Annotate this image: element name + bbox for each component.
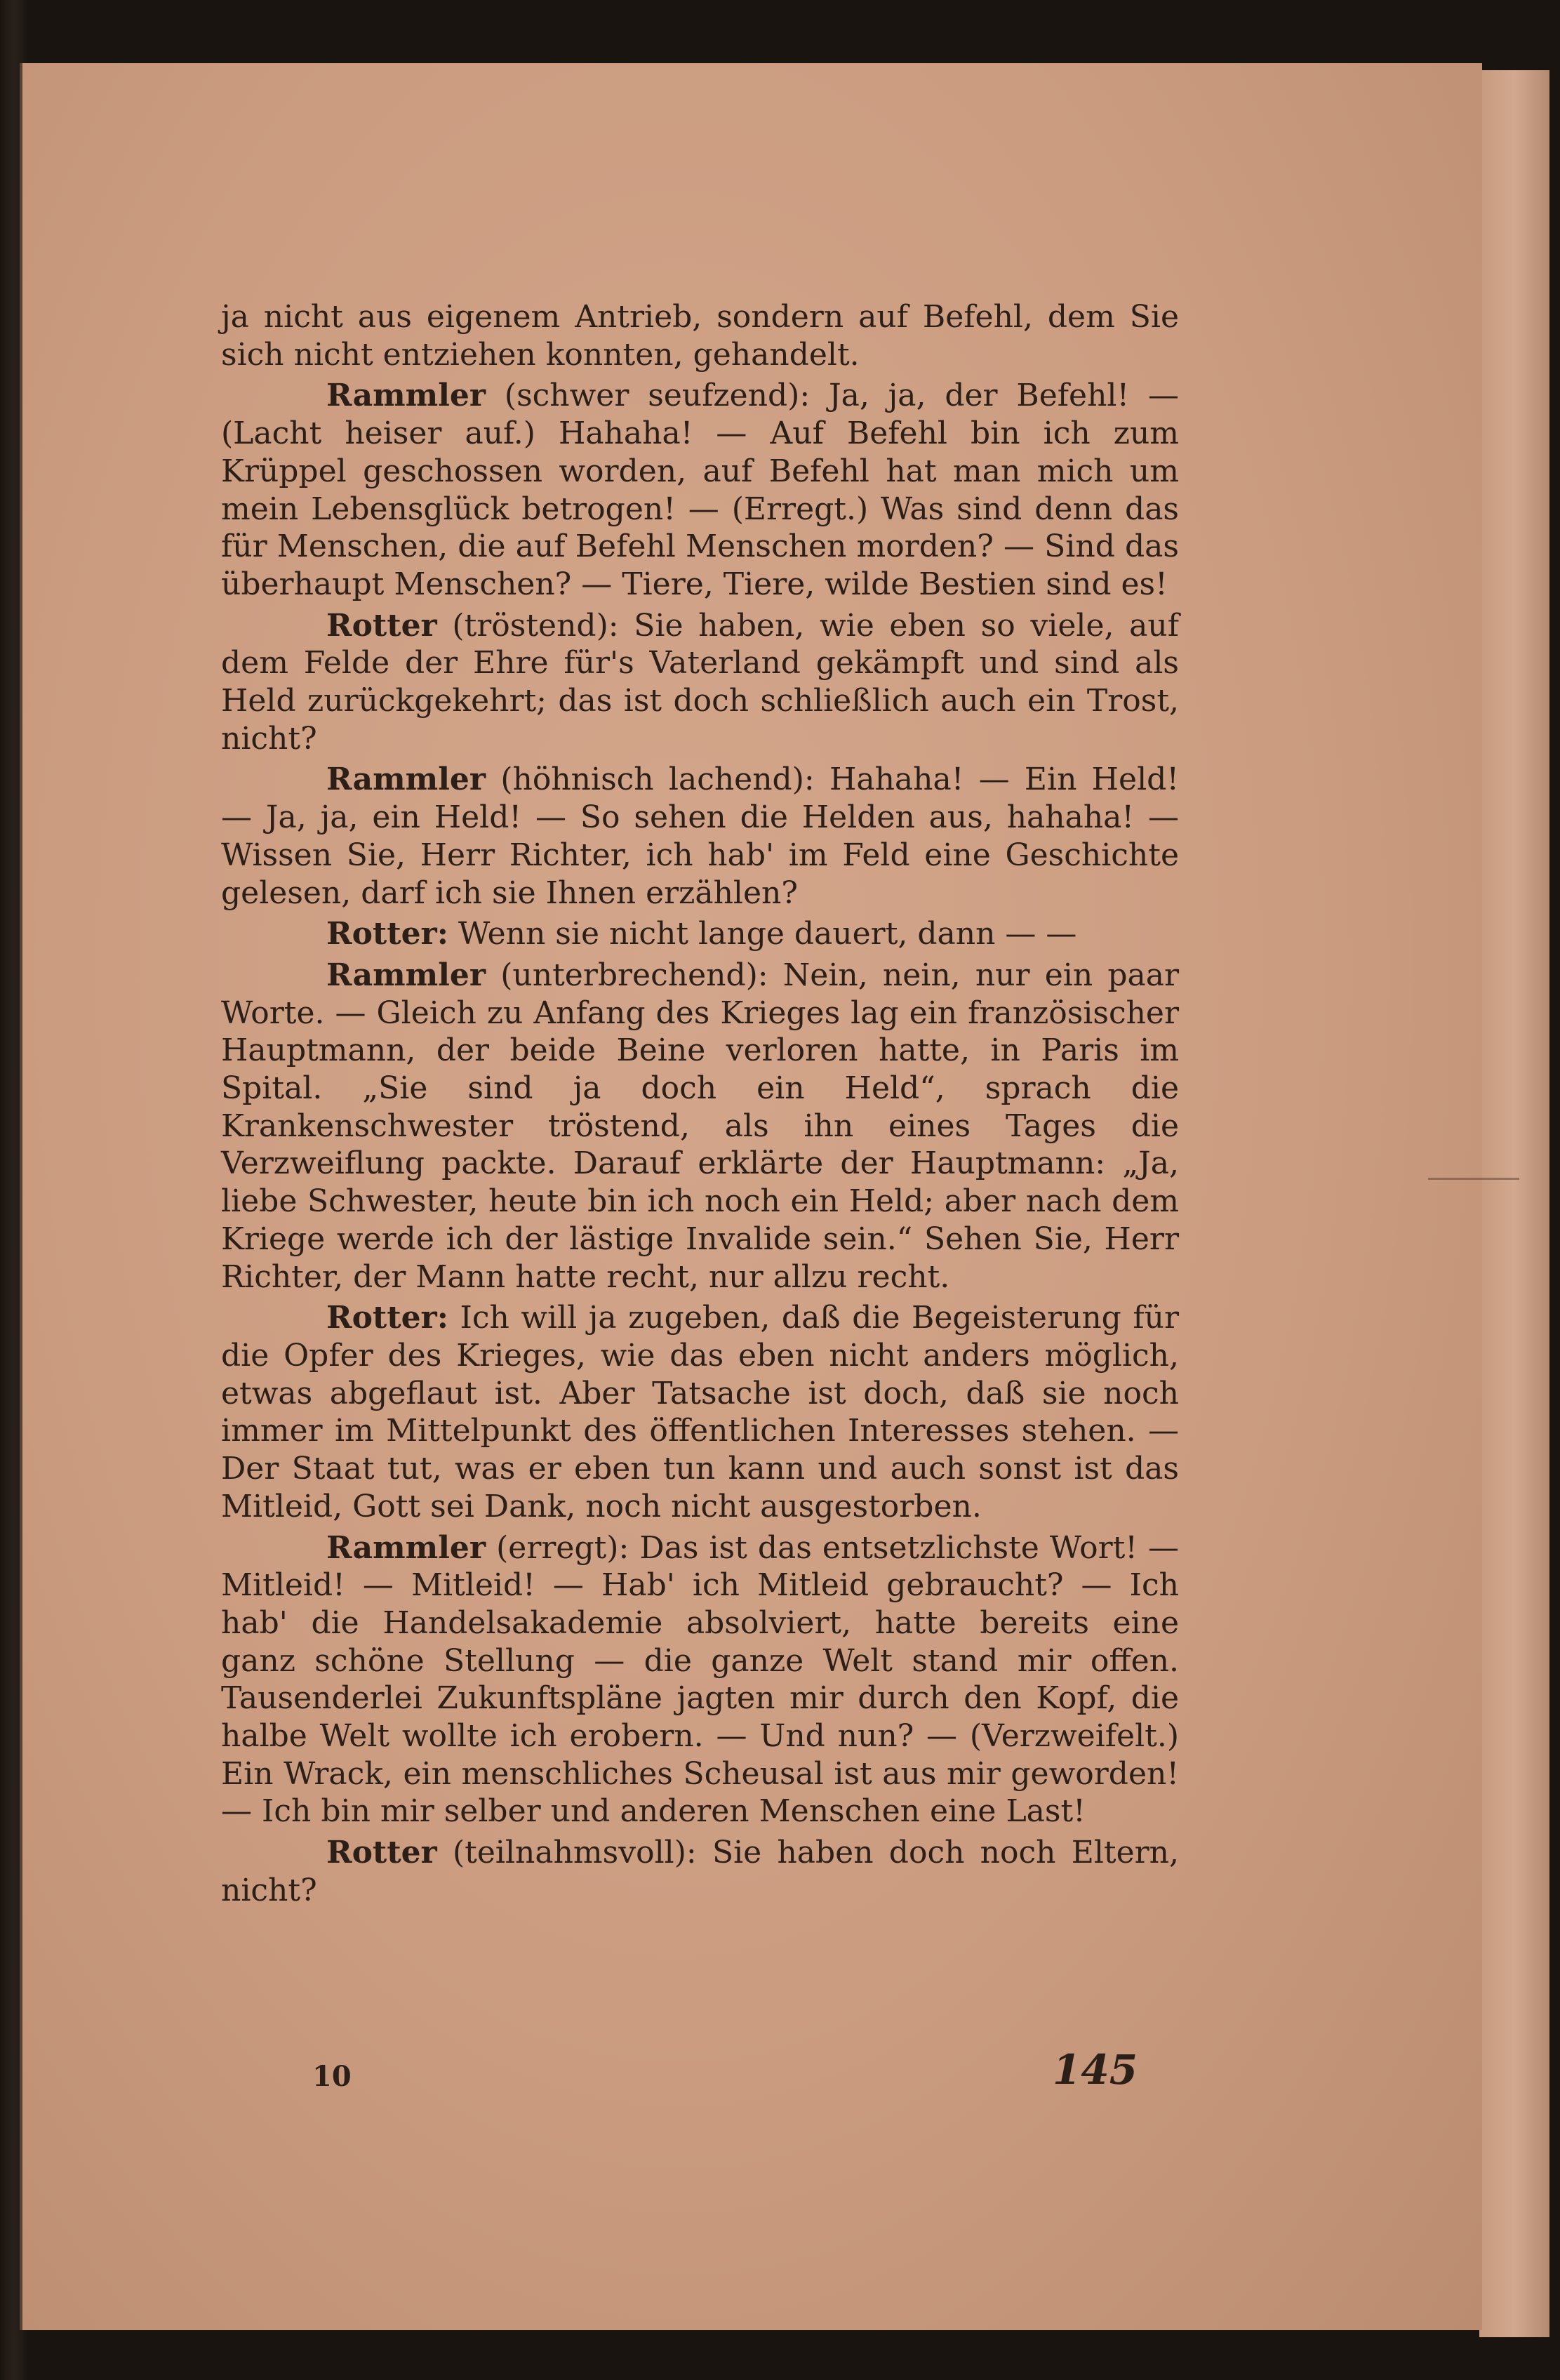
paragraph-text: Ich will ja zugeben, daß die Begeisterung für die Opfer des Krieges, wie das eben nicht anders möglich, etwas abgeflaut ist. Aber Tatsache ist doch, daß sie noch immer im Mittelpunkt des öffentlichen Interesses stehen. — Der Staat tut, was er eben tun kann und auch sonst ist das Mitleid, Gott sei Dank, noch nicht ausgestorben. bbox=[221, 1300, 1179, 1524]
paragraph-9 bbox=[221, 1834, 1179, 1909]
paragraph-7 bbox=[221, 1299, 1179, 1525]
page-text bbox=[221, 298, 1179, 1913]
speaker-name: Rammler bbox=[326, 762, 486, 798]
page-number: 145 bbox=[1053, 2046, 1138, 2094]
speaker-name: Rotter bbox=[326, 607, 437, 644]
paragraph-text: (unterbrechend): Nein, nein, nur ein paar Worte. — Gleich zu Anfang des Krieges lag ein französischer Hauptmann, der beide Beine verloren hatte, in Paris im Spital. „Sie sind ja doch ein Held“, sprach die Krankenschwester tröstend, als ihn eines Tages die Verzweiflung packte. Darauf erklärte der Hauptmann: „Ja, liebe Schwester, heute bin ich noch ein Held; aber nach dem Kriege werde ich der lästige Invalide sein.“ Sehen Sie, Herr Richter, der Mann hatte recht, nur allzu recht. bbox=[221, 957, 1179, 1295]
speaker-name: Rotter: bbox=[326, 1300, 448, 1336]
paragraph-text: ja nicht aus eigenem Antrieb, sondern auf Befehl, dem Sie sich nicht entziehen konnten, gehandelt. bbox=[221, 299, 1179, 373]
paragraph-text: (tröstend): Sie haben, wie eben so viele, auf dem Felde der Ehre für's Vaterland gekämpft und sind als Held zurückgekehrt; das ist doch schließlich auch ein Trost, nicht? bbox=[221, 607, 1179, 757]
page-edge bbox=[1479, 70, 1549, 2337]
paragraph-text: Wenn sie nicht lange dauert, dann — — bbox=[448, 916, 1077, 952]
paragraph-text: (höhnisch lachend): Hahaha! — Ein Held! — Ja, ja, ein Held! — So sehen die Helden aus, hahaha! — Wissen Sie, Herr Richter, ich hab' im Feld eine Geschichte gelesen, darf ich sie Ihnen erzählen? bbox=[221, 762, 1179, 911]
speaker-name: Rammler bbox=[326, 1529, 486, 1566]
paragraph-4 bbox=[221, 761, 1179, 912]
paragraph-text: (erregt): Das ist das entsetzlichste Wort! — Mitleid! — Mitleid! — Hab' ich Mitleid gebraucht? — Ich hab' die Handelsakademie absolviert, hatte bereits eine ganz schöne Stellung — die ganze Welt stand mir offen. Tausenderlei Zukunftspläne jagten mir durch den Kopf, die halbe Welt wollte ich erobern. — Und nun? — (Verzweifelt.) Ein Wrack, ein menschliches Scheusal ist aus mir geworden! — Ich bin mir selber und anderen Menschen eine Last! bbox=[221, 1529, 1179, 1830]
paragraph-text: (schwer seufzend): Ja, ja, der Befehl! — (Lacht heiser auf.) Hahaha! — Auf Befehl bin ich zum Krüppel geschossen worden, auf Befehl hat man mich um mein Lebensglück betrogen! — (Erregt.) Was sind denn das für Menschen, die auf Befehl Menschen morden? — Sind das überhaupt Menschen? — Tiere, Tiere, wilde Bestien sind es! bbox=[221, 378, 1179, 602]
paragraph-3 bbox=[221, 607, 1179, 758]
signature-mark: 10 bbox=[312, 2060, 352, 2093]
speaker-name: Rammler bbox=[326, 378, 486, 414]
paragraph-text: (teilnahmsvoll): Sie haben doch noch Eltern, nicht? bbox=[221, 1835, 1179, 1908]
paragraph-6 bbox=[221, 957, 1179, 1296]
speaker-name: Rammler bbox=[326, 957, 486, 993]
paragraph-1 bbox=[221, 298, 1179, 373]
margin-mark bbox=[1428, 1178, 1519, 1180]
paragraph-2 bbox=[221, 377, 1179, 603]
speaker-name: Rotter bbox=[326, 1835, 437, 1871]
speaker-name: Rotter: bbox=[326, 916, 448, 952]
paragraph-5 bbox=[221, 915, 1179, 953]
paragraph-8 bbox=[221, 1529, 1179, 1831]
